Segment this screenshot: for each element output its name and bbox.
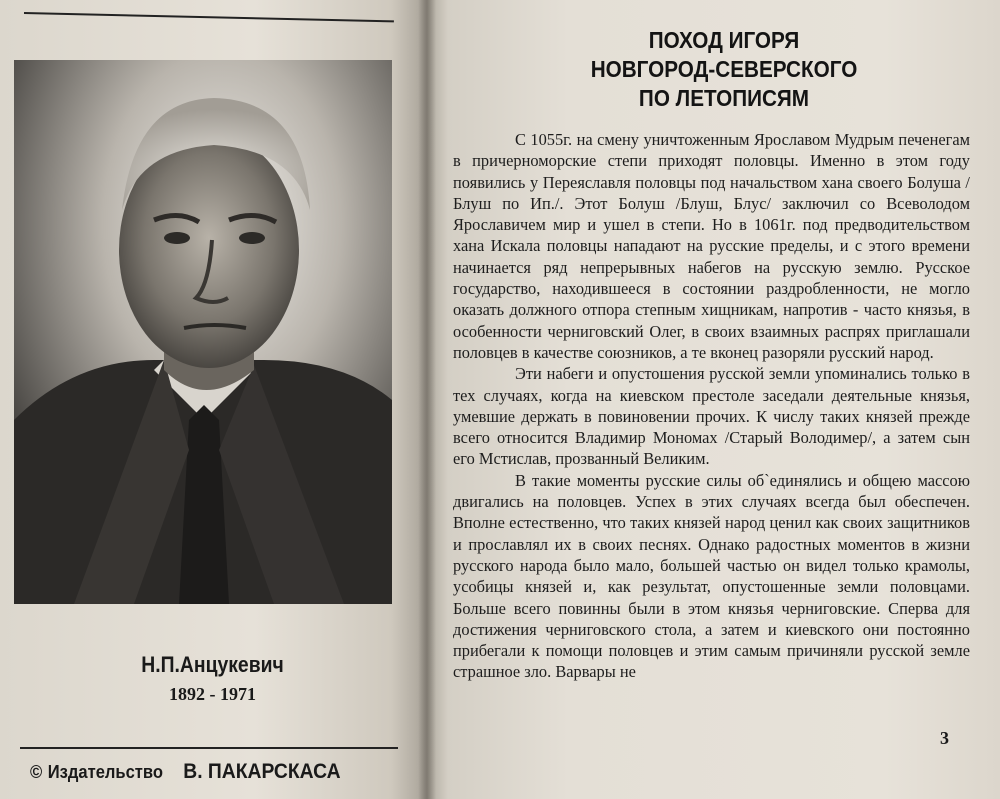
author-portrait-photo bbox=[14, 60, 392, 604]
chapter-body bbox=[453, 129, 970, 683]
body-paragraph-1: С 1055г. на смену уничтоженным Ярославом Мудрым печенегам в причерноморские степи приходят половцы. Именно в этом году появились у Переяславля половцы под начальством хана своего Болуша /Блуш по Ип./. Этот Болуш /Блуш, Блус/ заключил со Всеволодом Ярославичем мир и ушел в степи. Но в 1061г. под предводительством хана Искала половцы нападают на русские пределы, и с этого времени начинается ряд непрерывных набегов на русскую землю. Русское государство, находившееся в состоянии раздробленности, не могло оказать должного отпора степным хищникам, напротив - часто князья, в особенности черниговский Олег, в своих взаимных распрях приглашали половцев в качестве союзников, а те вконец разоряли русский народ. bbox=[453, 130, 970, 362]
chapter-title bbox=[476, 26, 973, 113]
publisher-line bbox=[30, 760, 380, 784]
publisher-label: Издательство bbox=[47, 762, 163, 782]
left-page bbox=[0, 0, 425, 799]
bottom-rule bbox=[20, 747, 398, 749]
portrait-caption-name: Н.П.Анцукевич bbox=[141, 652, 284, 677]
portrait-caption-years: 1892 - 1971 bbox=[169, 684, 256, 704]
page-number: 3 bbox=[940, 728, 949, 748]
body-paragraph-3: В такие моменты русские силы об`единялись и общею массою двигались на половцев. Успех в этих случаях всегда был обеспечен. Вполне естественно, что таких князей народ ценил как своих защитников и прославлял их в своих песнях. Однако радостных моментов в жизни русского народа было мало, большей частью он видел только крамолы, усобицы князей и, как результат, опустошенные земли половцами. Больше всего повинны были в этом князья черниговские. Сперва для достижения черниговского стола, а затем и киевского они постоянно прибегали к помощи половцев и этим самым причиняли русской земле страшное зло. Варвары не bbox=[453, 470, 970, 682]
top-rule bbox=[24, 12, 394, 22]
publisher-name: В. ПАКАРСКАСА bbox=[183, 760, 341, 783]
chapter-title-line-1: ПОХОД ИГОРЯ bbox=[648, 27, 800, 53]
portrait-drawing bbox=[14, 60, 392, 604]
chapter-title-line-3: ПО ЛЕТОПИСЯМ bbox=[638, 85, 810, 111]
book-gutter-shadow bbox=[418, 0, 436, 799]
chapter-title-line-2: НОВГОРОД-СЕВЕРСКОГО bbox=[590, 56, 858, 82]
body-paragraph-2: Эти набеги и опустошения русской земли упоминались только в тех случаях, когда на киевском престоле заседали деятельные князья, умевшие держать в повиновении прочих. К числу таких князей прежде всего относится Владимир Мономах /Старый Володимер/, а затем сын его Мстислав, прозванный Великим. bbox=[453, 364, 970, 469]
copyright-symbol: © bbox=[30, 762, 43, 782]
